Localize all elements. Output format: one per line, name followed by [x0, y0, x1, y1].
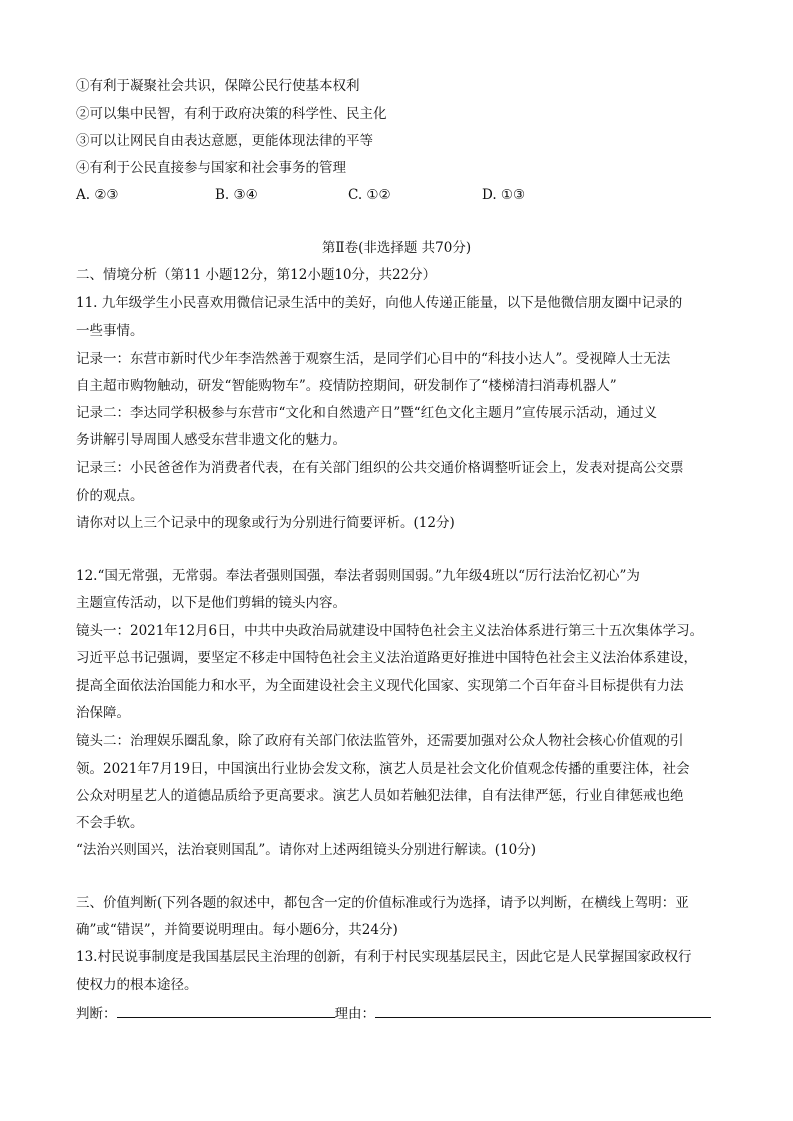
q12-line: 提高全面依法治国能力和水平，为全面建设社会主义现代化国家、实现第二个百年奋斗目标提供有力法 [76, 678, 684, 694]
q13-line: 13.村民说事制度是我国基层民主治理的创新，有利于村民实现基层民主，因此它是人民掌握国家政权行 [76, 949, 692, 965]
q12-line: 镜头二：治理娱乐圈乱象，除了政府有关部门依法监管外，还需要加强对公众人物社会核心价值观的引 [76, 733, 684, 749]
q11-line: 一些事情。 [76, 323, 144, 339]
q12-line: 不会手软。 [76, 815, 144, 831]
part3-heading: 三、价值判断(下列各题的叙述中，都包含一定的价值标准或行为选择，请予以判断，在横线上驾明：亚 [76, 895, 689, 911]
choice-item: ②可以集中民智，有利于政府决策的科学性、民主化 [76, 106, 387, 122]
choice-item: ④有利于公民直接参与国家和社会事务的管理 [76, 160, 346, 176]
q11-line: 价的观点。 [76, 488, 144, 504]
q11-line: 记录三：小民爸爸作为消费者代表，在有关部门组织的公共交通价格调整听证会上，发表对提高公交票 [76, 460, 684, 476]
q12-line: 习近平总书记强调，要坚定不移走中国特色社会主义法治道路更好推进中国特色社会主义法治体系建设， [76, 650, 697, 666]
q11-line: 自主超市购物触动，研发“智能购物车”。疫情防控期间，研发制作了“楼梯清扫消毒机器人” [76, 378, 617, 394]
reason-blank[interactable] [375, 1003, 711, 1018]
q12-line: 治保障。 [76, 705, 130, 721]
q11-line: 请你对以上三个记录中的现象或行为分别进行简要评析。(12分) [76, 515, 455, 531]
judge-label: 判断： [76, 1006, 117, 1022]
option-c[interactable]: C. ①② [348, 187, 391, 203]
q13-line: 使权力的根本途径。 [76, 977, 198, 993]
judge-blank[interactable] [117, 1003, 335, 1018]
q12-line: 领。2021年7月19日，中国演出行业协会发文称，演艺人员是社会文化价值观念传播的重要注体，社会 [76, 761, 690, 777]
part3-heading: 确”或“错误”，并简要说明理由。每小题6分，共24分) [76, 922, 398, 938]
option-d[interactable]: D. ①③ [482, 187, 526, 203]
q11-line: 记录二：李达同学积极参与东营市“文化和自然遗产日”暨“红色文化主题月”宣传展示活动，通过义 [76, 405, 658, 421]
q12-line: 主题宣传活动，以下是他们剪辑的镜头内容。 [76, 595, 346, 611]
q11-line: 记录一：东营市新时代少年李浩然善于观察生活，是同学们心目中的“科技小达人”。受视障人士无法 [76, 351, 671, 367]
choice-item: ①有利于凝聚社会共识，保障公民行使基本权利 [76, 78, 360, 94]
q12-line: 公众对明星艺人的道德品质给予更高要求。演艺人员如若触犯法律，自有法律严惩，行业自律惩戒也绝 [76, 788, 684, 804]
option-b[interactable]: B. ③④ [215, 187, 258, 203]
reason-label: 理由： [334, 1006, 375, 1022]
q11-line: 务讲解引导周围人感受东营非遗文化的魅力。 [76, 432, 346, 448]
q11-line: 11. 九年级学生小民喜欢用微信记录生活中的美好，向他人传递正能量，以下是他微信朋友圈中记录的 [76, 295, 683, 311]
section-title: 第Ⅱ卷(非选择题 共70分) [321, 240, 472, 256]
q12-line: 镜头一：2021年12月6日，中共中央政治局就建设中国特色社会主义法治体系进行第三十五次集体学习。 [76, 623, 704, 639]
q12-line: 12.“国无常强，无常弱。奉法者强则国强，奉法者弱则国弱。”九年级4班以“厉行法治忆初心”为 [76, 568, 640, 584]
choice-item: ③可以让网民自由表达意愿，更能体现法律的平等 [76, 133, 373, 149]
answer-line [76, 1003, 711, 1024]
part2-heading: 二、情境分析（第11 小题12分，第12小题10分，共22分） [76, 267, 437, 283]
option-a[interactable]: A. ②③ [76, 187, 119, 203]
q12-line: “法治兴则国兴，法治衰则国乱”。请你对上述两组镜头分别进行解读。(10分) [76, 842, 537, 858]
